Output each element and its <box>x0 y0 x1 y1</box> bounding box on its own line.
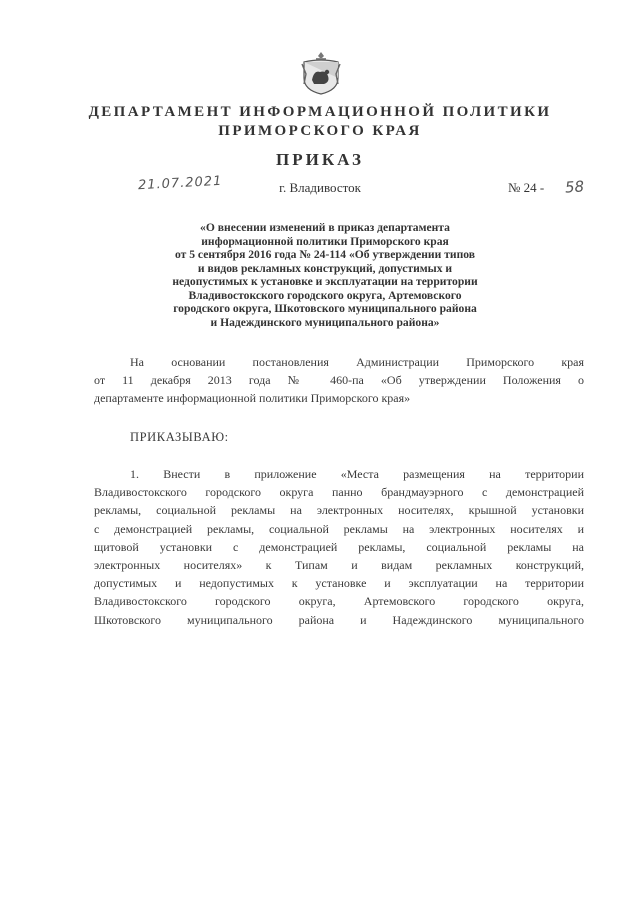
item-line: Владивостокского городского округа, Артемовского городского округа, <box>94 594 584 609</box>
department-name-line1: ДЕПАРТАМЕНТ ИНФОРМАЦИОННОЙ ПОЛИТИКИ <box>88 104 552 120</box>
item-line: 1. Внести в приложение «Места размещения на территории <box>130 467 584 481</box>
city-label: г. Владивосток <box>279 180 361 195</box>
subject-line: от 5 сентября 2016 года № 24-114 «Об утверждении типов <box>174 248 476 261</box>
basis-line: На основании постановления Администрации Приморского края <box>130 355 584 369</box>
order-subject <box>125 221 525 329</box>
item-line: Шкотовского муниципального района и Надеждинского муниципального <box>94 612 584 627</box>
subject-line: городского округа, Шкотовского муниципального района <box>173 302 477 315</box>
basis-paragraph <box>94 353 584 408</box>
subject-line: и Надеждинского муниципального района» <box>210 315 440 329</box>
basis-line: департаменте информационной политики Приморского края» <box>94 391 411 406</box>
subject-line: информационной политики Приморского края <box>201 234 449 248</box>
department-name-line2: ПРИМОРСКОГО КРАЯ <box>218 123 422 139</box>
item-1-paragraph <box>94 465 584 629</box>
subject-line: «О внесении изменений в приказ департамента <box>200 221 450 234</box>
item-line: электронных носителях» к Типам и видам рекламных конструкций, <box>94 558 584 573</box>
order-number-handwritten: 58 <box>564 177 585 197</box>
handwritten-date: 21.07.2021 <box>137 173 223 194</box>
item-line: Владивостокского городского округа панно брандмауэрного с демонстрацией <box>94 485 584 500</box>
item-line: щитовой установки с демонстрацией рекламы, социальной рекламы на <box>94 539 584 554</box>
subject-line: недопустимых к установке и эксплуатации на территории <box>172 275 478 288</box>
item-line: рекламы, социальной рекламы на электронных носителях, крышной установки <box>94 503 584 518</box>
order-title: ПРИКАЗ <box>276 150 364 169</box>
coat-of-arms-emblem <box>300 50 342 96</box>
item-line: допустимых и недопустимых к установке и эксплуатации на территории <box>94 576 584 591</box>
orders-keyword: ПРИКАЗЫВАЮ: <box>130 430 229 444</box>
item-line: с демонстрацией рекламы, социальной рекламы на электронных носителях и <box>94 521 584 536</box>
subject-line: Владивостокского городского округа, Артемовского <box>188 288 462 302</box>
order-number-printed: № 24 - <box>508 180 545 195</box>
subject-line: и видов рекламных конструкций, допустимых и <box>197 261 453 275</box>
basis-line: от 11 декабря 2013 года № 460-па «Об утверждении Положения о <box>94 373 584 388</box>
